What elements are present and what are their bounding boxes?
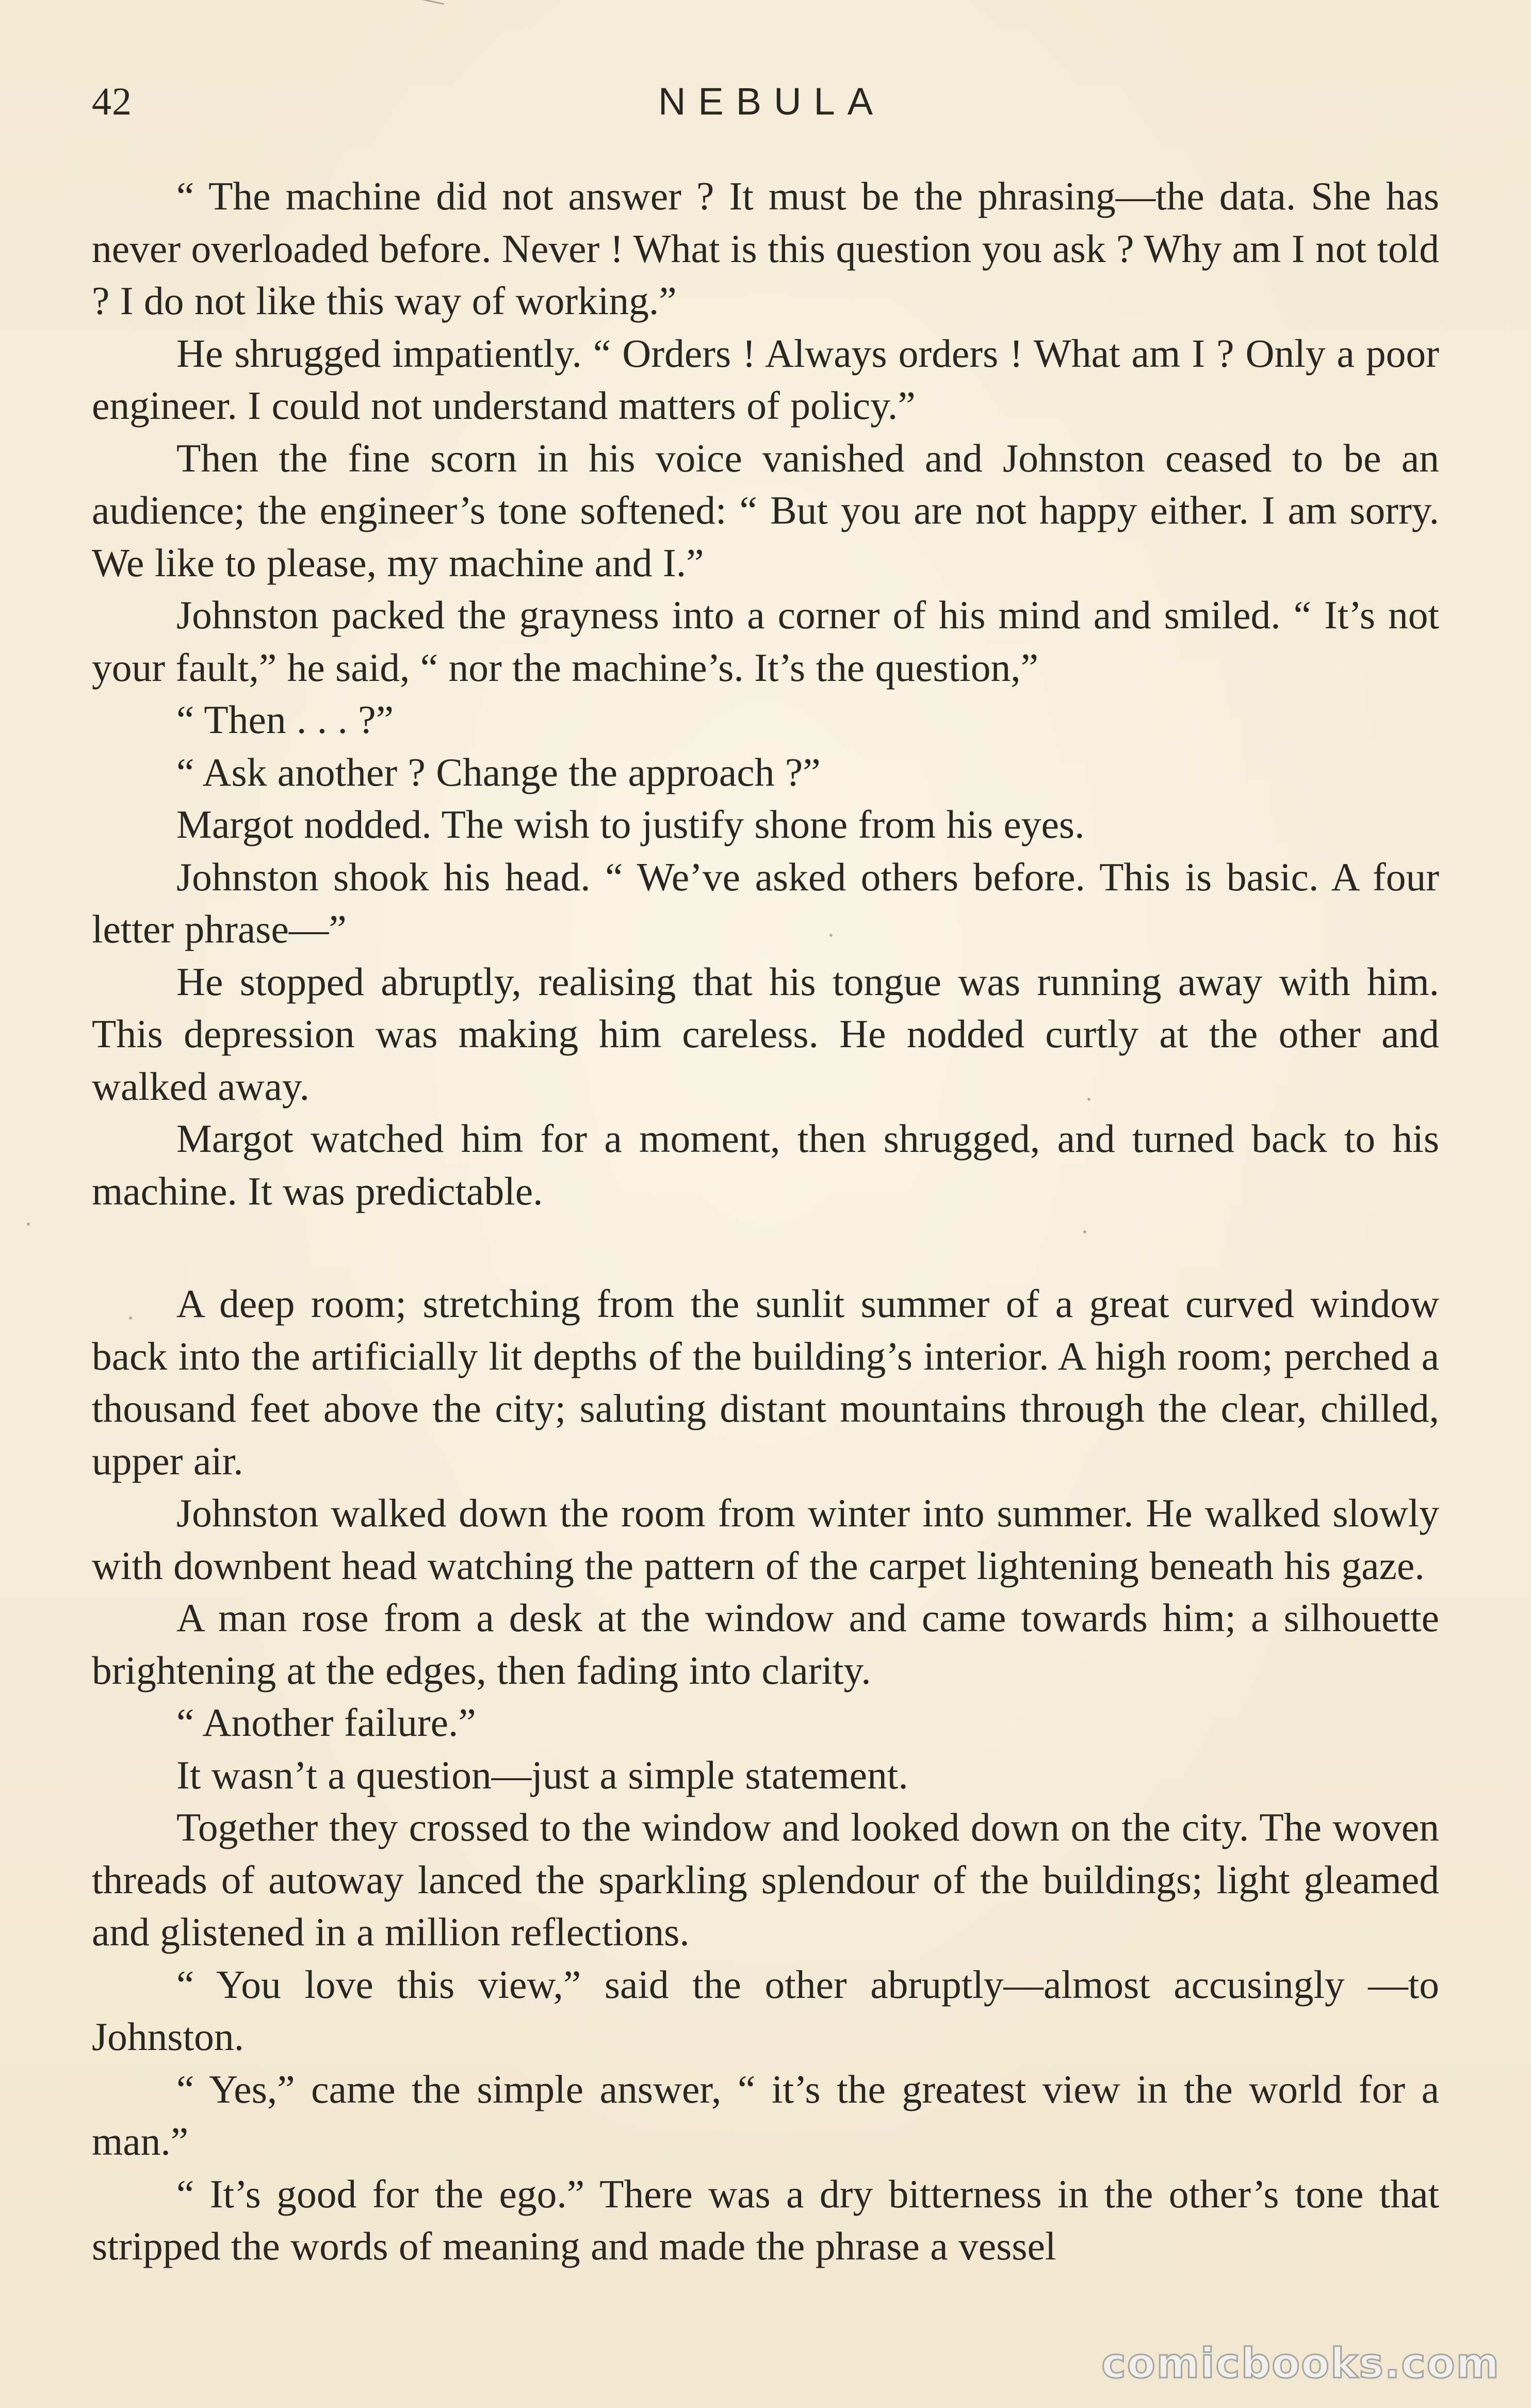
- paragraph: “ The machine did not answer ? It must be the phrasing—the data. She has never overloaded before. Never ! What is this question you ask ? Why am I not told ? I do not like this way of working.”: [92, 174, 1439, 323]
- paragraph: Margot watched him for a moment, then shrugged, and turned back to his machine. It was predictable.: [92, 1116, 1439, 1213]
- watermark: comicbooks.com: [1101, 2339, 1500, 2387]
- print-speck: [829, 934, 833, 937]
- paragraph: “ It’s good for the ego.” There was a dry bitterness in the other’s tone that stripped the words of meaning and made the phrase a vessel: [92, 2171, 1439, 2268]
- paragraph: A man rose from a desk at the window and came towards him; a silhouette brightening at the edges, then fading into clarity.: [92, 1596, 1439, 1693]
- paragraph: Together they crossed to the window and looked down on the city. The woven threads of autoway lanced the sparkling splendour of the buildings; light gleamed and glistened in a million reflections.: [92, 1805, 1439, 1954]
- print-speck: [1083, 1230, 1086, 1233]
- paragraph: “ Yes,” came the simple answer, “ it’s the greatest view in the world for a man.”: [92, 2067, 1439, 2163]
- ink-mark: [412, 0, 444, 12]
- print-speck: [1087, 1098, 1090, 1101]
- paragraph: It wasn’t a question—just a simple statement.: [176, 1752, 908, 1797]
- paragraph: “ Ask another ? Change the approach ?”: [176, 750, 821, 794]
- section-break: [92, 1217, 1439, 1278]
- paragraph: Johnston packed the grayness into a corner of his mind and smiled. “ It’s not your fault,” he said, “ nor the machine’s. It’s the question,”: [92, 593, 1439, 690]
- print-speck: [129, 1316, 132, 1320]
- paragraph: Johnston walked down the room from winter into summer. He walked slowly with downbent head watching the pattern of the carpet lightening beneath his gaze.: [92, 1491, 1439, 1588]
- running-title: NEBULA: [658, 80, 886, 123]
- paragraph: “ Another failure.”: [176, 1700, 476, 1745]
- paragraph: A deep room; stretching from the sunlit summer of a great curved window back into the artificially lit depths of the building’s interior. A high room; perched a thousand feet above the city; saluting distant mountains through the clear, chilled, upper air.: [92, 1281, 1439, 1483]
- paragraph: He stopped abruptly, realising that his tongue was running away with him. This depression was making him careless. He nodded curtly at the other and walked away.: [92, 959, 1439, 1109]
- paragraph: Then the fine scorn in his voice vanished and Johnston ceased to be an audience; the engineer’s tone softened: “ But you are not happy either. I am sorry. We like to please, my machine and I.”: [92, 435, 1439, 585]
- paragraph: Margot nodded. The wish to justify shone from his eyes.: [176, 802, 1085, 847]
- page-header: [92, 73, 1439, 130]
- print-speck: [27, 1223, 30, 1226]
- paragraph: “ Then . . . ?”: [176, 697, 394, 742]
- paragraph: Johnston shook his head. “ We’ve asked others before. This is basic. A four letter phrase—”: [92, 854, 1439, 951]
- body-text: [92, 170, 1439, 2273]
- page-number: 42: [92, 80, 132, 123]
- paragraph: He shrugged impatiently. “ Orders ! Always orders ! What am I ? Only a poor engineer. I could not understand matters of policy.”: [92, 331, 1439, 428]
- paragraph: “ You love this view,” said the other abruptly—almost accusingly —to Johnston.: [92, 1962, 1439, 2059]
